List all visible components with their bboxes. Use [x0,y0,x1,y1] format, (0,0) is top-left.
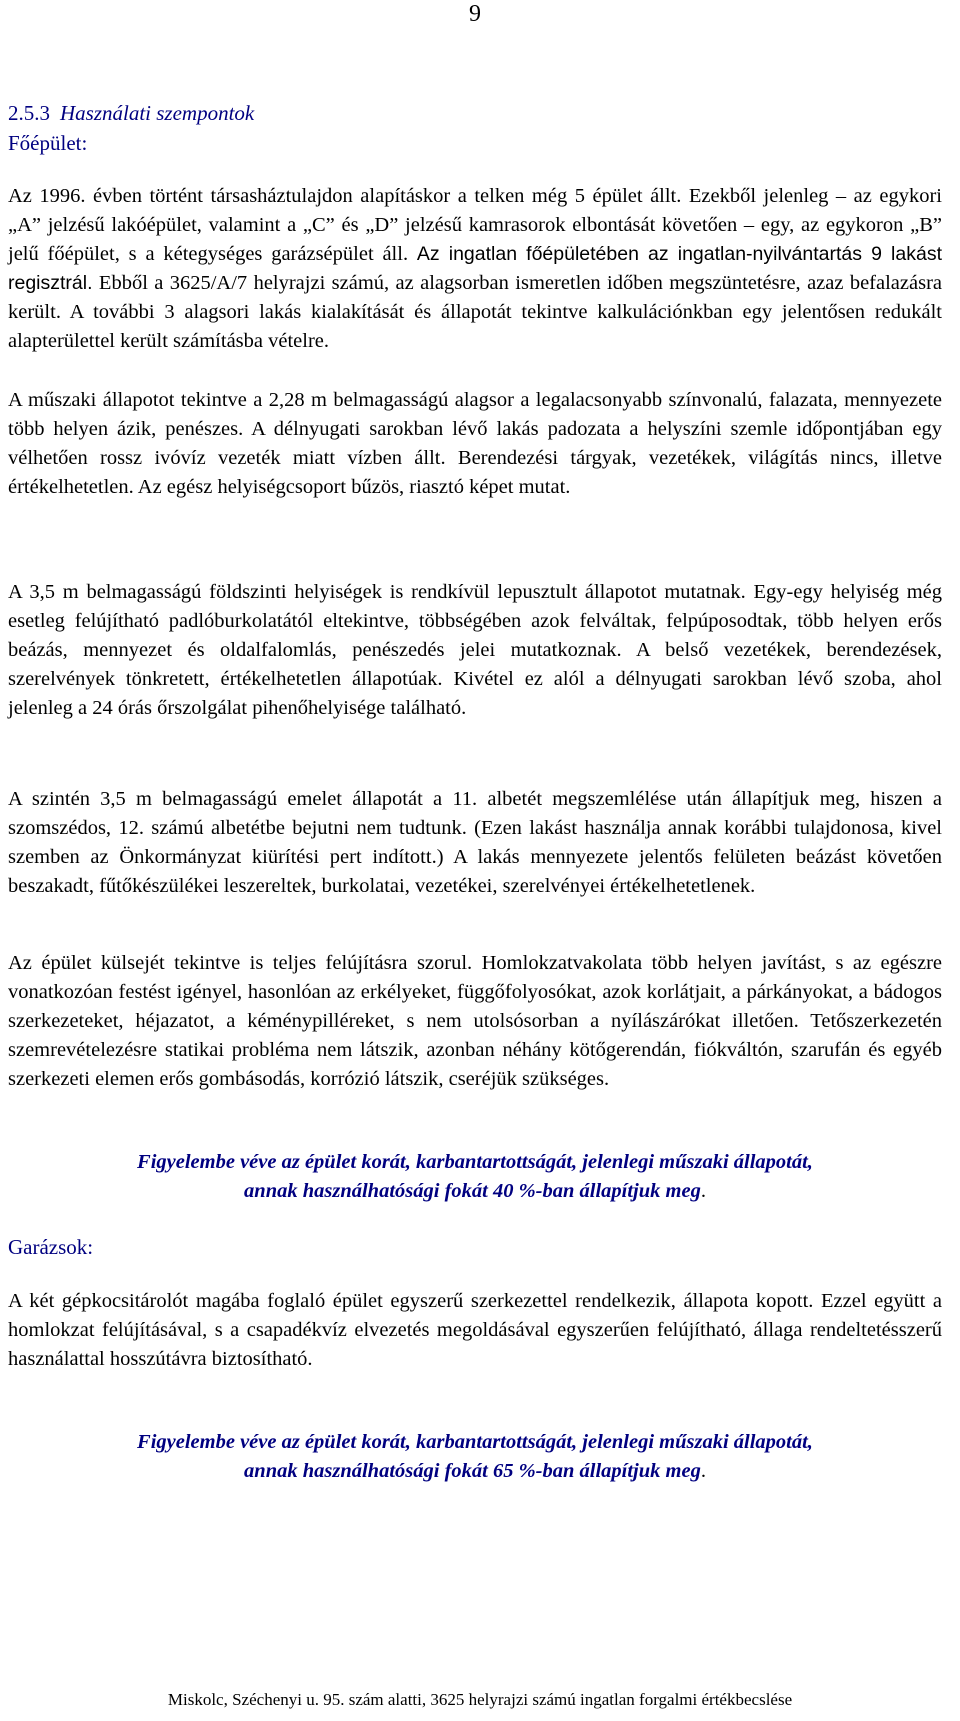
garages-conclusion [8,1428,942,1486]
conclusion-line-2: annak használhatósági fokát 40 %-ban állapítjuk meg. [244,1180,706,1202]
main-building-heading: Főépület: [8,131,88,155]
section-heading [8,98,254,128]
page-number: 9 [469,1,481,27]
garages-conclusion-line-2: annak használhatósági fokát 65 %-ban állapítjuk meg. [244,1460,706,1482]
main-building-paragraph-5: Az épület külsejét tekintve is teljes felújításra szorul. Homlokzatvakolata több helyen javítást, s az egészre vonatkozóan festést igényel, hasonlóan az erkélyeket, függőfolyosókat, azok korlátjait, a párkányokat, a bádogos szerkezeteket, héjazatot, a kéménypilléreket, s nem utolsósorban a nyílászárókat illetően. Tetőszerkezetén szemrevételezésre statikai probléma nem látszik, azonban néhány kötőgerendán, fiókváltón, szarufán és egyéb szerkezeti elemen erős gombásodás, korrózió látszik, cseréjük szükséges. [8,952,942,1090]
garages-heading: Garázsok: [8,1235,94,1259]
main-building-paragraph-3: A 3,5 m belmagasságú földszinti helyiségek is rendkívül lepusztult állapotot mutatnak. Egy-egy helyiség még esetleg felújítható padlóburkolatától eltekintve, többségében azok felváltak, felpúposodtak, több helyen erős beázás, mennyezet és oldalfalomlás, penészedés jelei mutatkoznak. A belső vezetékek, berendezések, szerelvények tönkretett, értékelhetetlen állapotúak. Kivétel ez alól a délnyugati sarokban lévő szoba, ahol jelenleg a 24 órás őrszolgálat pihenőhelyisége található. [8,581,942,719]
main-building-paragraph-1 [8,182,942,356]
paragraph-1-part-a: Az 1996. évben történt társasháztulajdon alapításkor a telken még 5 épület állt. Ezekből jelenleg – az egykori „A” jelzésű lakóépület, valamint a „C” és „D” jelzésű kamrasorok elbontását követően – egy, az egykoron „B” jelű főépület, s a kétegységes garázsépület áll. [8,185,942,265]
garages-paragraph: A két gépkocsitárolót magába foglaló épület egyszerű szerkezettel rendelkezik, állapota kopott. Ezzel együtt a homlokzat felújításával, s a csapadékvíz elvezetés megoldásával egyszerűen felújítható, állaga rendeltetésszerű használattal hosszútávra biztosítható. [8,1290,942,1370]
garages-conclusion-line-1: Figyelembe véve az épület korát, karbantartottságát, jelenlegi műszaki állapotát, [137,1431,813,1453]
paragraph-1-part-b: Az ingatlan főépületében az ingatlan-nyilvántartás 9 lakást regisztrál. [8,243,942,294]
main-building-conclusion [8,1148,942,1206]
paragraph-1-part-c: Ebből a 3625/A/7 helyrajzi számú, az alagsorban ismeretlen időben megszüntetésre, azaz befalazásra került. A további 3 alagsori lakás kialakítását és állapotát tekintve kalkulációnkban egy jelentősen redukált alapterülettel került számításba vételre. [8,272,943,352]
conclusion-line-1: Figyelembe véve az épület korát, karbantartottságát, jelenlegi műszaki állapotát, [137,1151,813,1173]
page-footer: Miskolc, Széchenyi u. 95. szám alatti, 3625 helyrajzi számú ingatlan forgalmi értékbecslése [167,1690,793,1709]
main-building-paragraph-2: A műszaki állapotot tekintve a 2,28 m belmagasságú alagsor a legalacsonyabb színvonalú, falazata, mennyezete több helyen ázik, penészes. A délnyugati sarokban lévő lakás padozata a helyszíni szemle időpontjában egy vélhetően rossz ivóvíz vezeték miatt vízben állt. Berendezési tárgyak, vezetékek, világítás nincs, illetve értékelhetetlen. Az egész helyiségcsoport bűzös, riasztó képet mutat. [8,389,942,498]
main-building-paragraph-4: A szintén 3,5 m belmagasságú emelet állapotát a 11. albetét megszemlélése után állapítjuk meg, hiszen a szomszédos, 12. számú albetétbe bejutni nem tudtunk. (Ezen lakást használja annak korábbi tulajdonosa, kivel szemben az Önkormányzat kiürítési pert indított.) A lakás mennyezete jelentős felületen beázást követően beszakadt, fűtőkészülékei leszereltek, burkolatai, vezetékei, szerelvényei értékelhetetlenek. [8,788,942,897]
section-number: 2.5.3 [8,101,50,125]
section-title: Használati szempontok [60,101,255,125]
